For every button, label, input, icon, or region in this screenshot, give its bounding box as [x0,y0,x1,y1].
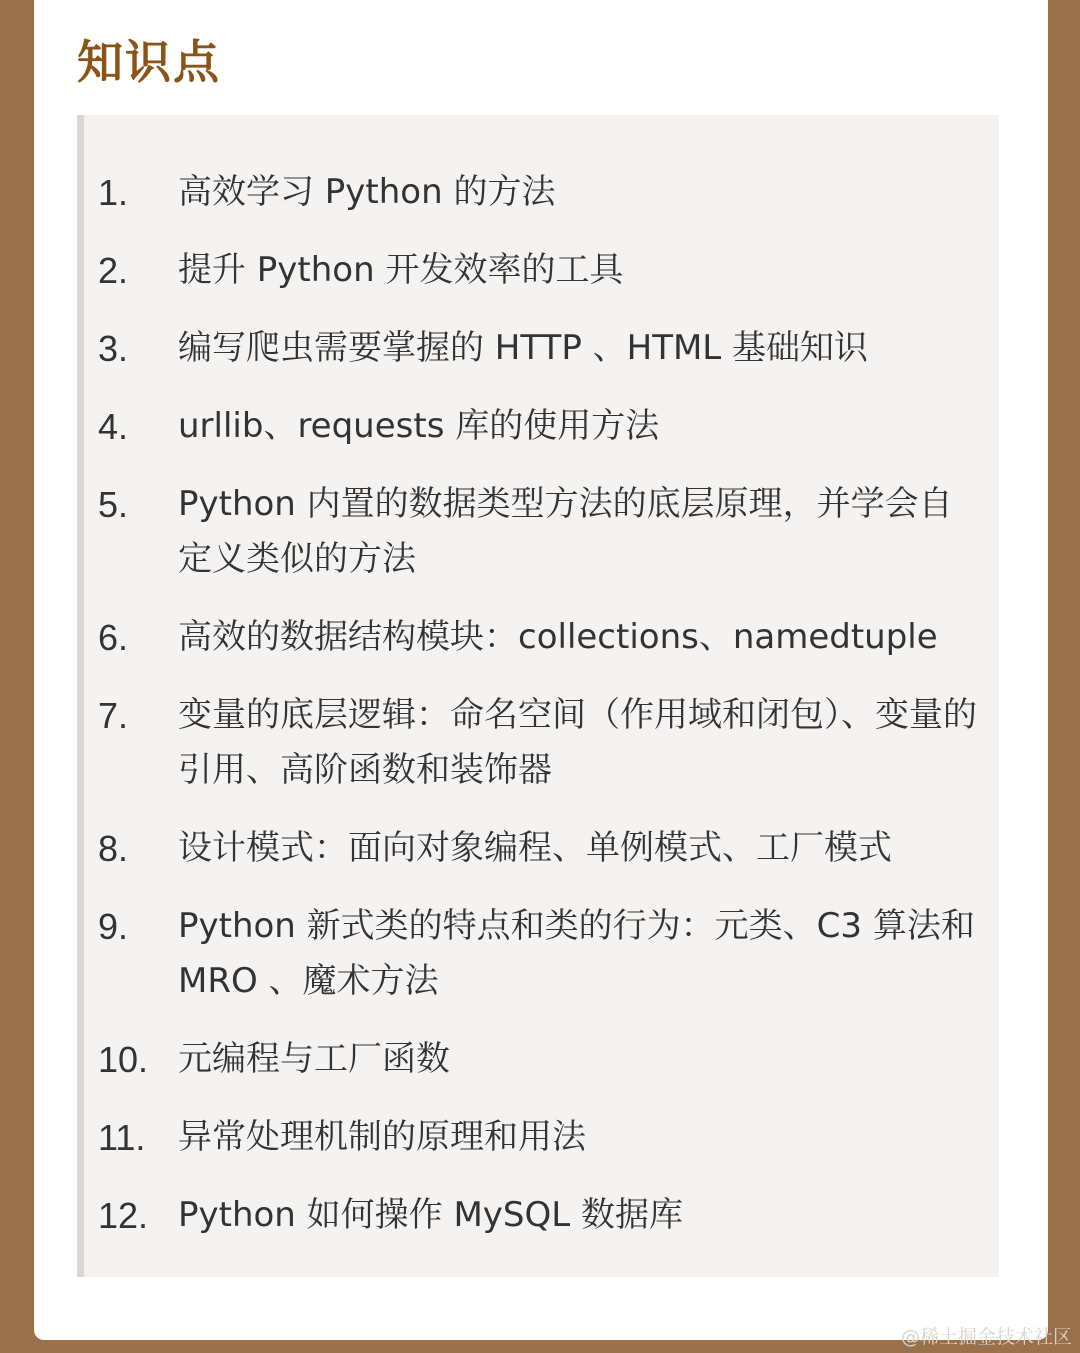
item-text: Python 如何操作 MySQL 数据库 [178,1195,684,1235]
list-item [98,165,983,220]
item-text: 设计模式：面向对象编程、单例模式、工厂模式 [178,828,892,868]
knowledge-points-list [98,165,983,1266]
list-item [98,899,983,1009]
item-number: 5. [98,484,129,525]
item-number: 8. [98,828,129,869]
item-number: 6. [98,617,129,658]
item-text: Python 新式类的特点和类的行为：元类、C3 算法和 MRO 、魔术方法 [178,906,975,1001]
list-item [98,243,983,298]
knowledge-points-block [77,115,999,1277]
item-number: 12. [98,1195,149,1236]
item-text: urllib、requests 库的使用方法 [178,406,660,446]
watermark: @稀土掘金技术社区 [900,1326,1072,1348]
list-item [98,399,983,454]
list-item [98,477,983,587]
item-number: 4. [98,406,129,447]
item-number: 7. [98,695,129,736]
section-heading: 知识点 [77,35,221,89]
list-item [98,688,983,798]
item-number: 9. [98,906,129,947]
item-number: 11. [98,1117,146,1158]
item-text: 元编程与工厂函数 [178,1039,450,1079]
list-item [98,321,983,376]
item-text: Python 内置的数据类型方法的底层原理，并学会自定义类似的方法 [178,484,953,579]
item-number: 2. [98,250,129,291]
item-number: 3. [98,328,129,369]
list-item [98,1032,983,1087]
item-text: 提升 Python 开发效率的工具 [178,250,624,290]
item-text: 高效的数据结构模块：collections、namedtuple [178,617,938,657]
list-item [98,1110,983,1165]
list-item [98,821,983,876]
item-number: 10. [98,1039,149,1080]
list-item [98,610,983,665]
item-text: 高效学习 Python 的方法 [178,172,556,212]
item-text: 编写爬虫需要掌握的 HTTP 、HTML 基础知识 [178,328,869,368]
article-card [34,0,1048,1340]
item-number: 1. [98,172,129,213]
list-item [98,1188,983,1243]
item-text: 变量的底层逻辑：命名空间（作用域和闭包）、变量的引用、高阶函数和装饰器 [178,695,977,790]
item-text: 异常处理机制的原理和用法 [178,1117,586,1157]
